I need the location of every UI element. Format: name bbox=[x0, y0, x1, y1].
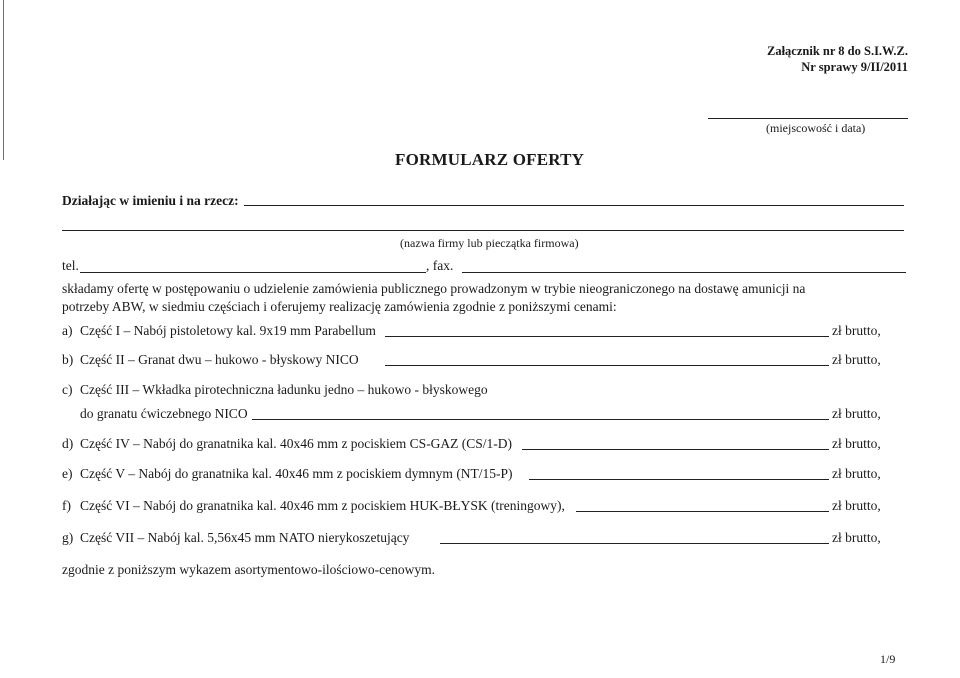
price-field-part4[interactable] bbox=[522, 449, 829, 450]
item-suffix: zł brutto, bbox=[832, 498, 881, 513]
price-field-part3[interactable] bbox=[252, 419, 829, 420]
intro-text-line2: potrzeby ABW, w siedmiu częściach i oferujemy realizację zamówienia zgodnie z poniższymi cenami: bbox=[62, 299, 617, 314]
item-letter: g) bbox=[62, 530, 74, 545]
item-letter: e) bbox=[62, 466, 73, 481]
item-letter: d) bbox=[62, 436, 74, 451]
item-suffix: zł brutto, bbox=[832, 466, 881, 481]
tel-field[interactable] bbox=[80, 272, 426, 273]
item-label-part2: Część II – Granat dwu – hukowo - błyskowy NICO bbox=[80, 352, 359, 367]
company-name-field[interactable] bbox=[244, 205, 904, 206]
price-field-part2[interactable] bbox=[385, 365, 829, 366]
item-label-part7: Część VII – Nabój kal. 5,56x45 mm NATO nierykoszetujący bbox=[80, 530, 410, 545]
fax-field[interactable] bbox=[462, 272, 906, 273]
acting-on-behalf-label: Działając w imieniu i na rzecz: bbox=[62, 193, 239, 208]
item-label-part4: Część IV – Nabój do granatnika kal. 40x46 mm z pociskiem CS-GAZ (CS/1-D) bbox=[80, 436, 513, 451]
page-number: 1/9 bbox=[880, 652, 896, 666]
company-name-field-2[interactable] bbox=[62, 230, 904, 231]
item-label-part1: Część I – Nabój pistoletowy kal. 9x19 mm Parabellum bbox=[80, 323, 376, 338]
price-field-part1[interactable] bbox=[385, 336, 829, 337]
price-field-part5[interactable] bbox=[529, 479, 829, 480]
fax-label: , fax. bbox=[426, 258, 454, 273]
price-field-part6[interactable] bbox=[576, 511, 829, 512]
item-suffix: zł brutto, bbox=[832, 352, 881, 367]
item-label-part3-cont: do granatu ćwiczebnego NICO bbox=[80, 406, 248, 421]
company-caption: (nazwa firmy lub pieczątka firmowa) bbox=[400, 236, 579, 250]
attachment-label: Załącznik nr 8 do S.I.W.Z. bbox=[766, 44, 908, 58]
item-label-part5: Część V – Nabój do granatnika kal. 40x46 mm z pociskiem dymnym (NT/15-P) bbox=[80, 466, 513, 481]
item-label-part6: Część VI – Nabój do granatnika kal. 40x46 mm z pociskiem HUK-BŁYSK (treningowy), bbox=[80, 498, 565, 513]
price-field-part7[interactable] bbox=[440, 543, 829, 544]
form-title: FORMULARZ OFERTY bbox=[395, 150, 585, 169]
place-date-field[interactable] bbox=[708, 118, 908, 119]
intro-text-line1: składamy ofertę w postępowaniu o udzielenie zamówienia publicznego prowadzonym w trybie nieograniczonego na dostawę amunicji na bbox=[62, 281, 806, 296]
item-letter: c) bbox=[62, 382, 73, 397]
item-suffix: zł brutto, bbox=[832, 323, 881, 338]
tel-label: tel. bbox=[62, 258, 79, 273]
item-label-part3: Część III – Wkładka pirotechniczna ładunku jedno – hukowo - błyskowego bbox=[80, 382, 488, 397]
closing-text: zgodnie z poniższym wykazem asortymentowo-ilościowo-cenowym. bbox=[62, 562, 436, 577]
item-letter: a) bbox=[62, 323, 73, 338]
scan-left-edge bbox=[3, 0, 4, 160]
item-suffix: zł brutto, bbox=[832, 436, 881, 451]
item-suffix: zł brutto, bbox=[832, 406, 881, 421]
item-letter: f) bbox=[62, 498, 71, 513]
item-letter: b) bbox=[62, 352, 74, 367]
item-suffix: zł brutto, bbox=[832, 530, 881, 545]
place-date-caption: (miejscowość i data) bbox=[766, 121, 866, 135]
case-number: Nr sprawy 9/II/2011 bbox=[801, 60, 908, 74]
